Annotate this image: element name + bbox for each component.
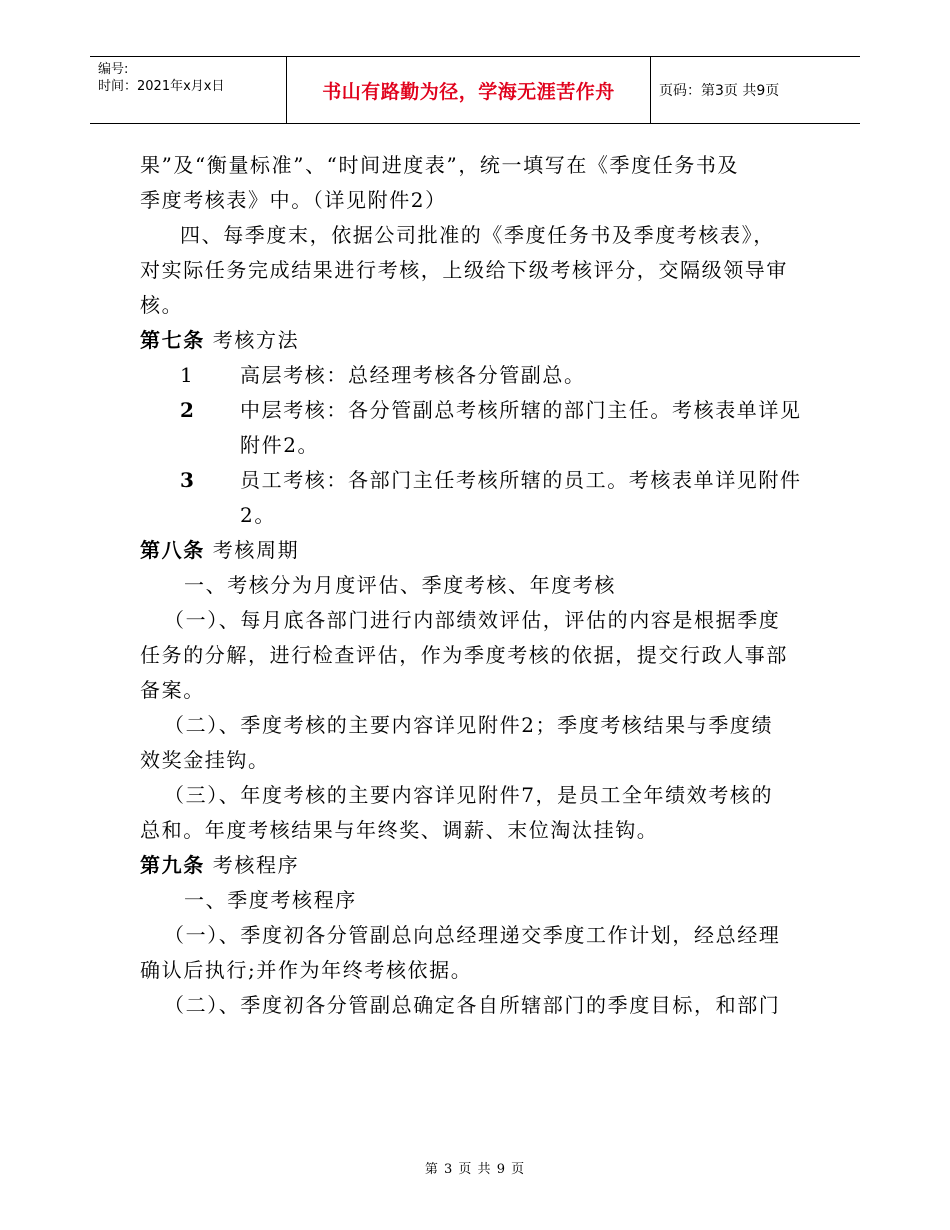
page-footer: 第 3 页 共 9 页 <box>424 1162 526 1177</box>
list-item <box>140 358 810 393</box>
list-item-continuation: 附件2。 <box>240 433 320 457</box>
header-page-label: 页码：第3页 共9页 <box>659 83 780 99</box>
body-line: 核。 <box>140 293 184 317</box>
article-9-heading <box>140 848 810 883</box>
list-item-text: 员工考核：各部门主任考核所辖的员工。考核表单详见附件 <box>240 468 802 492</box>
subsection-heading: 一、季度考核程序 <box>184 888 357 912</box>
body-line: （一）、每月底各部门进行内部绩效评估，评估的内容是根据季度 <box>164 608 781 632</box>
body-line: 总和。年度考核结果与年终奖、调薪、末位淘汰挂钩。 <box>140 818 659 842</box>
article-8-number: 第八条 <box>140 538 205 562</box>
body-line: （三）、年度考核的主要内容详见附件7，是员工全年绩效考核的 <box>164 783 774 807</box>
list-item-continuation: 2。 <box>240 503 276 527</box>
body-line: （二）、季度初各分管副总确定各自所辖部门的季度目标，和部门 <box>164 993 781 1017</box>
number-label: 编号: <box>98 62 129 77</box>
article-8-title: 考核周期 <box>204 538 300 562</box>
body-line: 效奖金挂钩。 <box>140 748 270 772</box>
document-body <box>140 148 810 1023</box>
list-item-number: 3 <box>180 468 196 492</box>
article-9-title: 考核程序 <box>204 853 300 877</box>
list-item <box>140 393 810 428</box>
list-item-text: 中层考核：各分管副总考核所辖的部门主任。考核表单详见 <box>240 398 802 422</box>
body-line: （一）、季度初各分管副总向总经理递交季度工作计划，经总经理 <box>164 923 781 947</box>
list-item <box>140 463 810 498</box>
body-line: 对实际任务完成结果进行考核，上级给下级考核评分，交隔级领导审 <box>140 258 788 282</box>
list-item-number: 2 <box>180 398 196 422</box>
body-line: 果”及“衡量标准”、“时间进度表”，统一填写在《季度任务书及 <box>140 153 740 177</box>
body-line: 季度考核表》中。（详见附件2） <box>140 188 447 212</box>
article-7-heading <box>140 323 810 358</box>
page-header <box>90 56 860 124</box>
body-line: 任务的分解，进行检查评估，作为季度考核的依据，提交行政人事部 <box>140 643 788 667</box>
subsection-heading: 一、考核分为月度评估、季度考核、年度考核 <box>184 573 616 597</box>
article-8-heading <box>140 533 810 568</box>
list-item-text: 高层考核：总经理考核各分管副总。 <box>240 363 586 387</box>
time-label: 时间：2021年x月x日 <box>98 79 225 94</box>
header-motto: 书山有路勤为径，学海无涯苦作舟 <box>322 80 615 103</box>
article-7-title: 考核方法 <box>204 328 300 352</box>
header-meta <box>98 61 224 95</box>
list-item-number: 1 <box>180 363 195 387</box>
article-9-number: 第九条 <box>140 853 205 877</box>
body-line: 四、每季度末，依据公司批准的《季度任务书及季度考核表》， <box>180 223 775 247</box>
body-line: 确认后执行;并作为年终考核依据。 <box>140 958 473 982</box>
body-line: （二）、季度考核的主要内容详见附件2；季度考核结果与季度绩 <box>164 713 774 737</box>
article-7-number: 第七条 <box>140 328 205 352</box>
body-line: 备案。 <box>140 678 205 702</box>
